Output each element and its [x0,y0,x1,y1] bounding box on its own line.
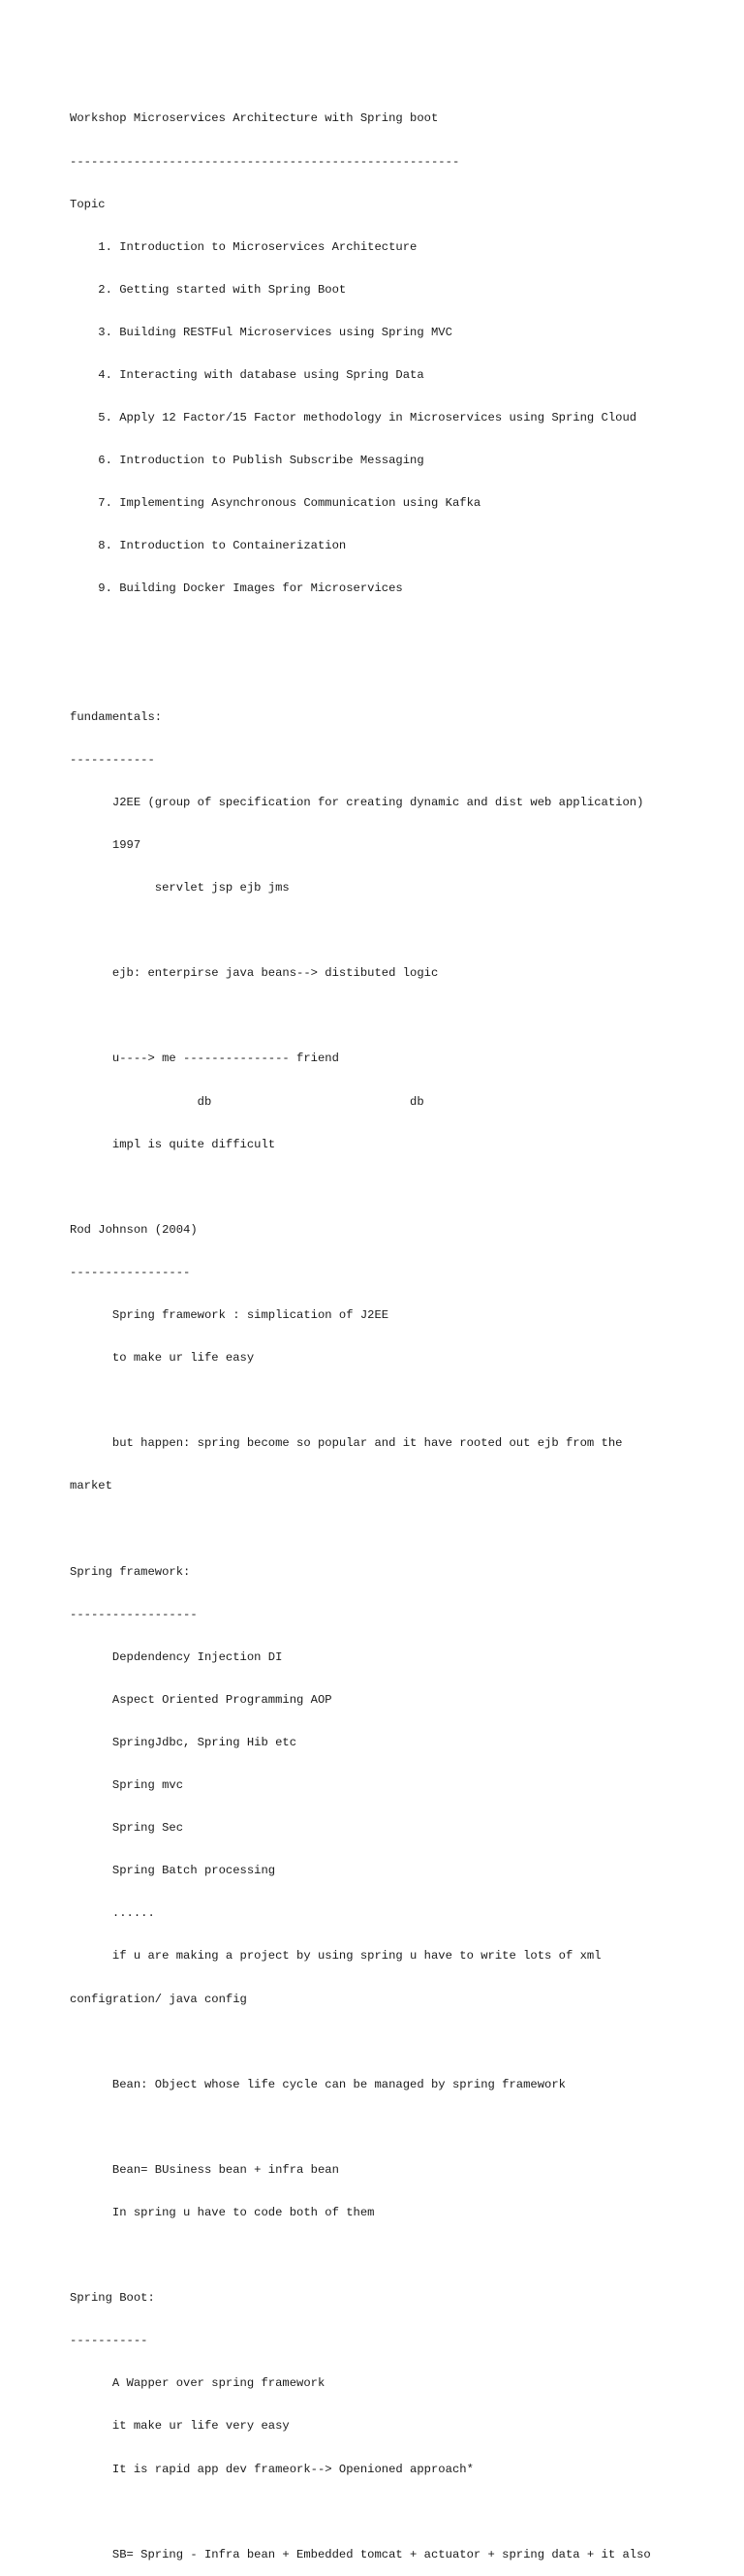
spring-boot-line: SB= Spring - Infra bean + Embedded tomcat + actuator + spring data + it also [70,2547,651,2561]
topic-item-7: 7. Implementing Asynchronous Communication using Kafka [70,496,481,511]
blank-line [70,1180,709,1195]
spring-framework-line: In spring u have to code both of them [70,2206,375,2219]
blank-line [70,1394,709,1408]
topic-item-6: 6. Introduction to Publish Subscribe Messaging [70,454,424,468]
fundamentals-line: J2EE (group of specification for creating dynamic and dist web application) [70,795,644,809]
rod-johnson-line: market [70,1479,112,1493]
title-underline: ------------------------------------------------------- [70,154,460,169]
spring-framework-heading: Spring framework: [70,1564,191,1579]
spring-framework-line: ...... [70,1906,155,1921]
document-text-body [70,83,709,2576]
spring-framework-line: configration/ java config [70,1992,247,2006]
topic-item-8: 8. Introduction to Containerization [70,539,347,553]
rod-johnson-underline: ----------------- [70,1265,191,1279]
spring-framework-line: Aspect Oriented Programming AOP [70,1692,332,1707]
topic-item-2: 2. Getting started with Spring Boot [70,282,347,297]
spring-framework-line: Spring Batch processing [70,1864,276,1878]
fundamentals-underline: ------------ [70,752,155,767]
blank-line [70,2035,709,2050]
rod-johnson-heading: Rod Johnson (2004) [70,1222,198,1237]
topic-item-1: 1. Introduction to Microservices Architecture [70,239,418,254]
spring-framework-line: SpringJdbc, Spring Hib etc [70,1735,297,1749]
rod-johnson-line: but happen: spring become so popular and it have rooted out ejb from the [70,1436,623,1451]
fundamentals-line: 1997 [70,838,141,852]
document-title: Workshop Microservices Architecture with Spring boot [70,111,439,126]
fundamentals-line: ejb: enterpirse java beans--> distibuted logic [70,966,439,981]
blank-line [70,668,709,682]
blank-line [70,625,709,640]
spring-framework-line: Spring mvc [70,1778,184,1793]
blank-line [70,924,709,938]
topic-item-9: 9. Building Docker Images for Microservices [70,581,403,596]
fundamentals-line: impl is quite difficult [70,1137,276,1151]
spring-boot-line: It is rapid app dev frameork--> Openioned approach* [70,2462,474,2476]
fundamentals-heading: fundamentals: [70,709,163,724]
topic-item-4: 4. Interacting with database using Spring Data [70,367,424,382]
topic-heading: Topic [70,197,106,211]
spring-boot-heading: Spring Boot: [70,2291,155,2306]
blank-line [70,1009,709,1023]
rod-johnson-line: to make ur life easy [70,1351,255,1366]
spring-framework-line: Spring Sec [70,1821,184,1836]
spring-framework-underline: ------------------ [70,1607,198,1621]
spring-boot-line: A Wapper over spring framework [70,2376,326,2391]
blank-line [70,1523,709,1537]
blank-line [70,2505,709,2520]
spring-boot-underline: ----------- [70,2334,148,2348]
fundamentals-line: servlet jsp ejb jms [70,881,290,895]
rod-johnson-line: Spring framework : simplication of J2EE [70,1308,389,1323]
blank-line [70,2120,709,2135]
spring-framework-line: Depdendency Injection DI [70,1649,283,1664]
fundamentals-line: db db [70,1094,424,1109]
spring-framework-line: if u are making a project by using spring u have to write lots of xml [70,1949,602,1963]
blank-line [70,2248,709,2263]
spring-framework-line: Bean: Object whose life cycle can be managed by spring framework [70,2077,566,2091]
fundamentals-line: u----> me --------------- friend [70,1052,339,1066]
spring-framework-line: Bean= BUsiness bean + infra bean [70,2162,339,2177]
topic-item-3: 3. Building RESTFul Microservices using Spring MVC [70,325,452,339]
topic-item-5: 5. Apply 12 Factor/15 Factor methodology in Microservices using Spring Cloud [70,411,637,425]
spring-boot-line: it make ur life very easy [70,2419,290,2434]
